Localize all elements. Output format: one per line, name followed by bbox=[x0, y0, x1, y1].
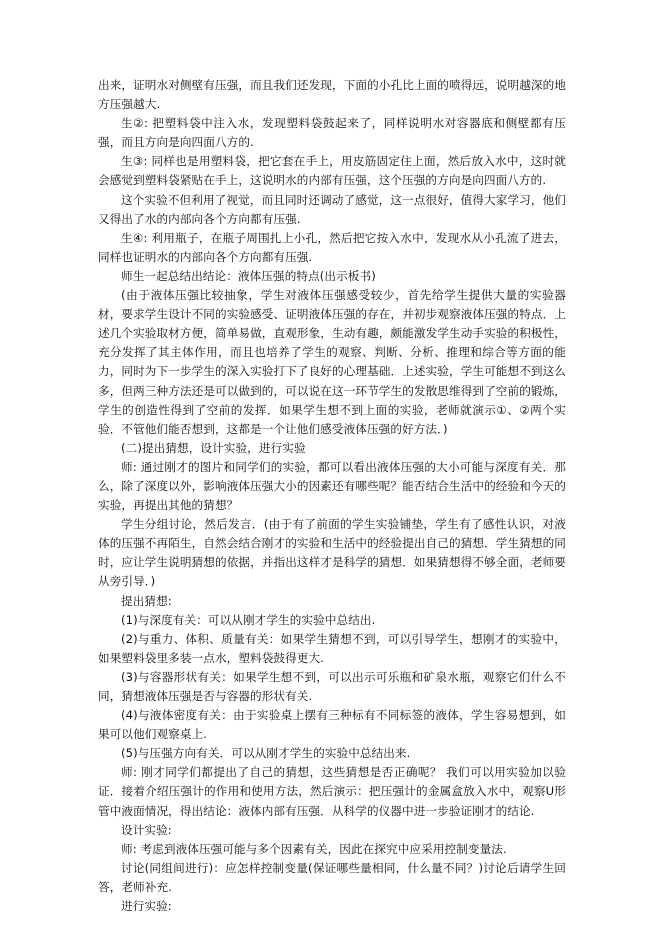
paragraph-20: 讨论(同组间进行)：应怎样控制变量(保证哪些量相同，什么量不同？)讨论后请学生回答，老师补充. bbox=[98, 860, 566, 894]
paragraph-17: 师: 刚才同学们都提出了自己的猜想，这些猜想是否正确呢？ 我们可以用实验加以验证．接着介绍压强计的作用和使用方法，然后演示：把压强计的金属盒放入水中，观察U形管中液面情况，得出结论：液体内部有压强．从科学的仪器中进一步验证刚才的结论. bbox=[98, 765, 566, 818]
list-item-2: (2)与重力、体积、质量有关：如果学生猜想不到，可以引导学生，想刚才的实验中，如果塑料袋里多装一点水，塑料袋鼓得更大. bbox=[98, 631, 566, 665]
paragraph-7: (由于液体压强比较抽象，学生对液体压强感受较少，首先给学生提供大量的实验器材，要求学生设计不同的实验感受、证明液体压强的存在，并初步观察液体压强的特点．上述几个实验取材方便，简单易做，直观形象，生动有趣，颇能激发学生动手实验的积极性，充分发挥了其主体作用，而且也培养了学生的观察、判断、分析、推理和综合等方面的能力，同时为下一步学生的深入实验打下了良好的心理基础．上述实验，学生可能想不到这么多，但两三种方法还是可以做到的，可以说在这一环节学生的发散思维得到了空前的锻炼，学生的创造性得到了空前的发挥．如果学生想不到上面的实验，老师就演示①、②两个实验．不管他们能否想到，这都是一个让他们感受液体压强的好方法．) bbox=[98, 288, 566, 436]
subheading-conduct: 进行实验: bbox=[121, 899, 172, 914]
paragraph-1: 出来，证明水对侧壁有压强，而且我们还发现，下面的小孔比上面的喷得远，说明越深的地方压强越大. bbox=[98, 78, 566, 112]
paragraph-9: 师: 通过刚才的图片和同学们的实验，都可以看出液体压强的大小可能与深度有关．那么，除了深度以外，影响液体压强大小的因素还有哪些呢？能否结合生活中的经验和今天的实验，再提出其他的猜想？ bbox=[98, 459, 566, 513]
paragraph-3: 生③: 同样也是用塑料袋，把它套在手上，用皮筋固定住上面，然后放入水中，这时就会感觉到塑料袋紧贴在手上，这说明水的内部有压强，这个压强的方向是向四面八方的. bbox=[98, 154, 566, 188]
paragraph-4: 这个实验不但利用了视觉，而且同时还调动了感觉，这一点很好，值得大家学习，他们又得出了水的内部向各个方向都有压强. bbox=[98, 192, 566, 226]
section-heading: (二)提出猜想，设计实验，进行实验 bbox=[121, 440, 306, 455]
list-item-3: (3)与容器形状有关：如果学生想不到，可以出示可乐瓶和矿泉水瓶，观察它们什么不同，猜想液体压强是否与容器的形状有关. bbox=[98, 669, 566, 703]
document-body bbox=[98, 76, 566, 916]
subheading-design: 设计实验: bbox=[121, 822, 172, 837]
paragraph-5: 生④: 利用瓶子，在瓶子周围扎上小孔，然后把它按入水中，发现水从小孔流了进去，同样也证明水的内部向各个方向都有压强. bbox=[98, 230, 566, 264]
paragraph-6: 师生一起总结出结论：液体压强的特点(出示板书) bbox=[121, 268, 376, 283]
list-item-5: (5)与压强方向有关．可以从刚才学生的实验中总结出来. bbox=[121, 746, 411, 761]
subheading-hypothesis: 提出猜想: bbox=[121, 593, 172, 608]
paragraph-19: 师: 考虑到液体压强可能与多个因素有关，因此在探究中应采用控制变量法. bbox=[121, 841, 507, 856]
list-item-1: (1)与深度有关：可以从刚才学生的实验中总结出. bbox=[121, 612, 376, 627]
list-item-4: (4)与液体密度有关：由于实验桌上摆有三种标有不同标签的液体，学生容易想到，如果可以他们观察桌上. bbox=[98, 708, 566, 742]
paragraph-10: 学生分组讨论，然后发言．(由于有了前面的学生实验铺垫，学生有了感性认识，对液体的压强不再陌生，自然会结合刚才的实验和生活中的经验提出自己的猜想．学生猜想的同时，应让学生说明猜想的依据，并指出这样才是科学的猜想．如果猜想得不够全面，老师要从旁引导．) bbox=[98, 517, 566, 589]
paragraph-2: 生②: 把塑料袋中注入水，发现塑料袋鼓起来了，同样说明水对容器底和侧壁都有压强，而且方向是向四面八方的. bbox=[98, 116, 566, 150]
